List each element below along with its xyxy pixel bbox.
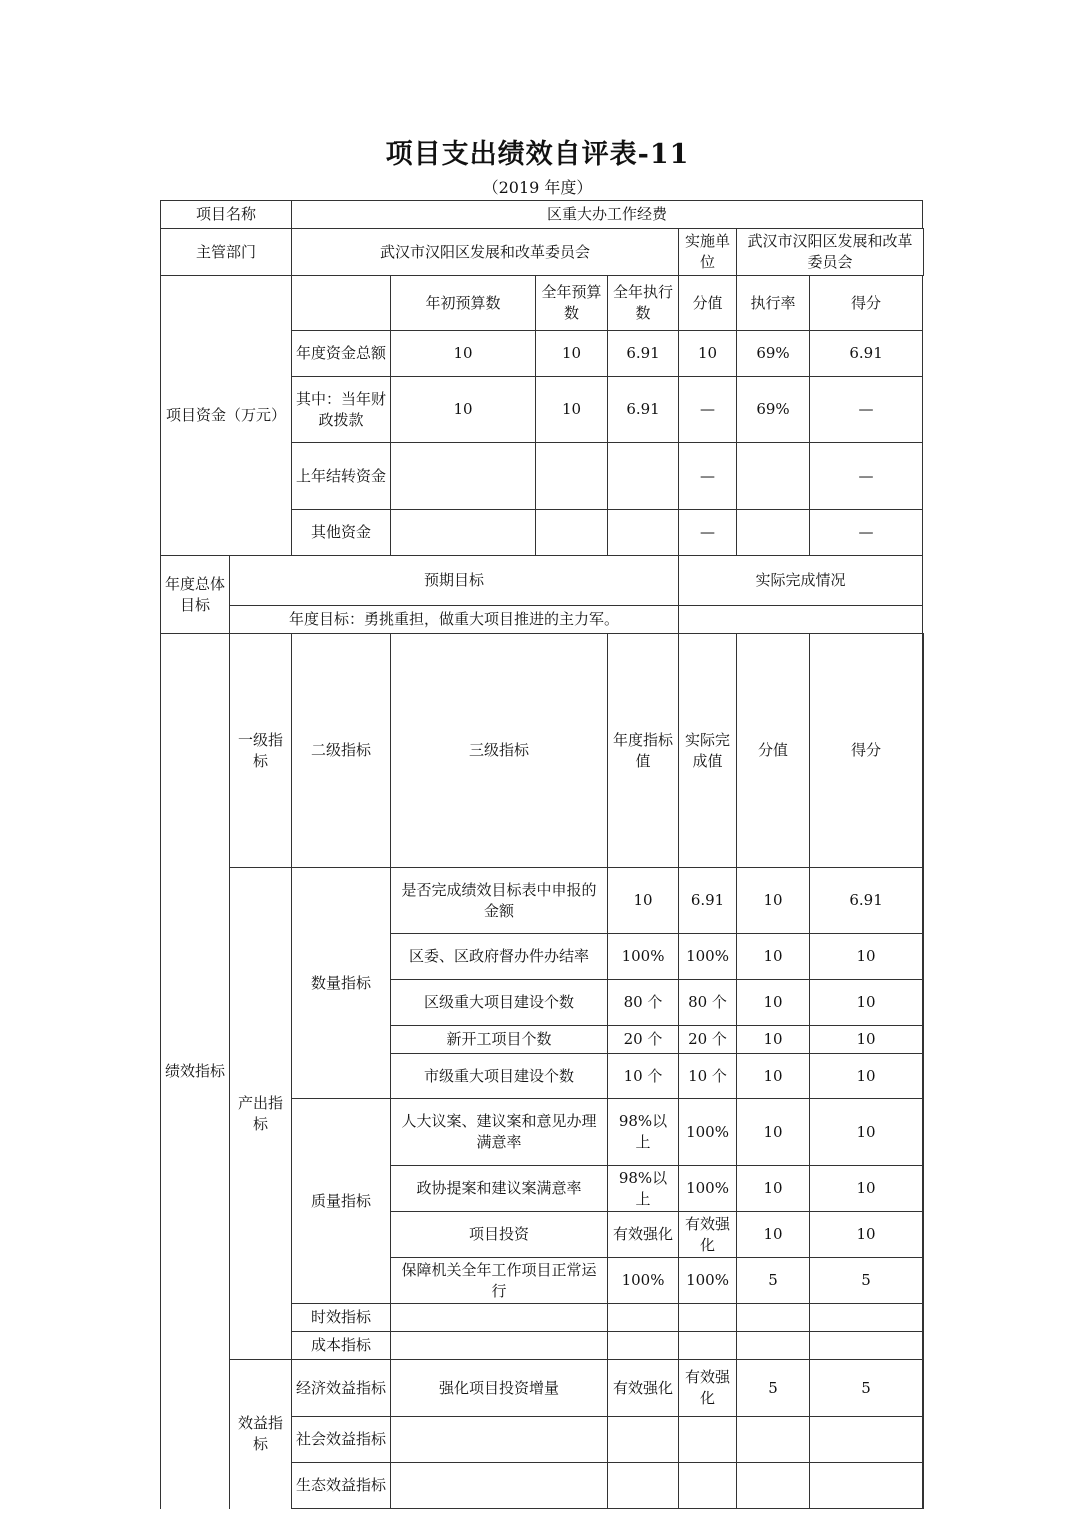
- funds-header: 全年执行数: [608, 276, 679, 331]
- funds-cell: 10: [536, 331, 608, 377]
- indicator-got: [810, 1463, 923, 1509]
- department-label: 主管部门: [161, 229, 292, 276]
- perf-header: 三级指标: [391, 634, 608, 868]
- indicator-got: 10: [810, 1054, 923, 1099]
- unit-value: 武汉市汉阳区发展和改革委员会: [737, 229, 924, 276]
- funds-row-label: 上年结转资金: [292, 443, 391, 510]
- indicator-note: [923, 1360, 924, 1417]
- indicator-score: 5: [737, 1360, 810, 1417]
- row-project-name: [161, 201, 924, 229]
- indicator-got: 5: [810, 1360, 923, 1417]
- indicator-actual: 100%: [679, 934, 737, 980]
- indicator-got: [810, 1332, 923, 1360]
- perf-header: 分值: [737, 634, 810, 868]
- funds-cell: 6.91: [608, 331, 679, 377]
- indicator-score: 10: [737, 868, 810, 934]
- funds-row-label: 年度资金总额: [292, 331, 391, 377]
- funds-cell: —: [679, 443, 737, 510]
- goals-expected-value: 年度目标：勇挑重担，做重大项目推进的主力军。: [230, 606, 679, 634]
- social-indicator-label: 社会效益指标: [292, 1417, 391, 1463]
- indicator-target: 98%以上: [608, 1099, 679, 1166]
- indicator-note: [923, 934, 924, 980]
- funds-cell: [536, 510, 608, 556]
- funds-header: 年初预算数: [391, 276, 536, 331]
- indicator-score: [737, 1417, 810, 1463]
- perf-header: 实际完成值: [679, 634, 737, 868]
- perf-header: 二级指标: [292, 634, 391, 868]
- indicator-actual: 6.91: [679, 868, 737, 934]
- quality-indicator-label: 质量指标: [292, 1099, 391, 1304]
- indicator-got: 10: [810, 1212, 923, 1258]
- indicator-target: 98%以上: [608, 1166, 679, 1212]
- indicator-note: [923, 1026, 924, 1054]
- indicator-name: 新开工项目个数: [391, 1026, 608, 1054]
- indicator-note: [923, 1332, 924, 1360]
- page-title: 项目支出绩效自评表-11: [385, 139, 690, 170]
- indicator-note: [923, 1054, 924, 1099]
- indicator-actual: [679, 1332, 737, 1360]
- indicator-name: [391, 1417, 608, 1463]
- funds-cell: —: [679, 510, 737, 556]
- indicator-target: 80 个: [608, 980, 679, 1026]
- indicator-target: 100%: [608, 1258, 679, 1304]
- indicator-actual: 有效强化: [679, 1212, 737, 1258]
- cost-indicator-label: 成本指标: [292, 1332, 391, 1360]
- funds-cell: 69%: [737, 377, 810, 443]
- indicator-score: 10: [737, 1026, 810, 1054]
- goals-actual-label: 实际完成情况: [679, 556, 923, 606]
- indicator-actual: 有效强化: [679, 1360, 737, 1417]
- indicator-name: [391, 1304, 608, 1332]
- indicator-actual: [679, 1304, 737, 1332]
- goals-value-row: [161, 606, 924, 634]
- perf-header: 得分: [810, 634, 923, 868]
- indicator-score: 5: [737, 1258, 810, 1304]
- funds-cell: 6.91: [608, 377, 679, 443]
- funds-cell: 10: [391, 377, 536, 443]
- timeliness-indicator-label: 时效指标: [292, 1304, 391, 1332]
- indicator-row: [161, 1360, 924, 1417]
- indicator-actual: 100%: [679, 1258, 737, 1304]
- eco-indicator-label: 生态效益指标: [292, 1463, 391, 1509]
- funds-cell: [536, 443, 608, 510]
- output-indicator-label: 产出指标: [230, 868, 292, 1360]
- indicator-got: 10: [810, 1166, 923, 1212]
- indicator-actual: 100%: [679, 1166, 737, 1212]
- funds-header: 得分: [810, 276, 923, 331]
- indicator-target: [608, 1304, 679, 1332]
- funds-cell: —: [679, 377, 737, 443]
- indicator-score: [737, 1463, 810, 1509]
- quantity-indicator-label: 数量指标: [292, 868, 391, 1099]
- funds-cell: [391, 443, 536, 510]
- indicator-got: 10: [810, 1026, 923, 1054]
- row-department: [161, 229, 924, 276]
- indicator-actual: 20 个: [679, 1026, 737, 1054]
- perf-label: 绩效指标: [161, 634, 230, 1509]
- indicator-score: 10: [737, 1054, 810, 1099]
- indicator-name: 市级重大项目建设个数: [391, 1054, 608, 1099]
- indicator-note: [923, 1166, 924, 1212]
- funds-cell: [608, 510, 679, 556]
- indicator-note: [923, 1304, 924, 1332]
- funds-header: 全年预算数: [536, 276, 608, 331]
- indicator-target: 100%: [608, 934, 679, 980]
- indicator-name: 区级重大项目建设个数: [391, 980, 608, 1026]
- goals-header-row: [161, 556, 924, 606]
- indicator-note: [923, 1212, 924, 1258]
- indicator-got: 10: [810, 1099, 923, 1166]
- department-value: 武汉市汉阳区发展和改革委员会: [292, 229, 679, 276]
- indicator-got: 6.91: [810, 868, 923, 934]
- funds-cell: —: [810, 510, 923, 556]
- funds-cell: 69%: [737, 331, 810, 377]
- indicator-note: [923, 1258, 924, 1304]
- perf-header: [923, 634, 924, 868]
- funds-cell: [608, 443, 679, 510]
- funds-cell: 10: [536, 377, 608, 443]
- goals-label: 年度总体目标: [161, 556, 230, 634]
- indicator-name: 是否完成绩效目标表中申报的金额: [391, 868, 608, 934]
- indicator-got: [810, 1417, 923, 1463]
- page-subtitle: （2019 年度）: [482, 178, 593, 197]
- perf-header: 一级指标: [230, 634, 292, 868]
- funds-cell: —: [810, 443, 923, 510]
- project-name-label: 项目名称: [161, 201, 292, 229]
- indicator-score: [737, 1332, 810, 1360]
- indicator-note: [923, 868, 924, 934]
- perf-header-row: [161, 634, 924, 868]
- funds-header: 执行率: [737, 276, 810, 331]
- indicator-name: 人大议案、建议案和意见办理满意率: [391, 1099, 608, 1166]
- funds-cell: [391, 510, 536, 556]
- indicator-score: 10: [737, 980, 810, 1026]
- indicator-actual: 100%: [679, 1099, 737, 1166]
- indicator-actual: [679, 1463, 737, 1509]
- funds-row-label: 其他资金: [292, 510, 391, 556]
- indicator-name: 政协提案和建议案满意率: [391, 1166, 608, 1212]
- indicator-actual: 10 个: [679, 1054, 737, 1099]
- funds-label: 项目资金（万元）: [161, 276, 292, 556]
- indicator-target: [608, 1463, 679, 1509]
- funds-cell: 10: [679, 331, 737, 377]
- indicator-name: 保障机关全年工作项目正常运行: [391, 1258, 608, 1304]
- performance-table: [160, 200, 924, 1509]
- indicator-score: 10: [737, 1166, 810, 1212]
- indicator-target: [608, 1332, 679, 1360]
- project-name-value: 区重大办工作经费: [292, 201, 923, 229]
- indicator-name: [391, 1332, 608, 1360]
- funds-header: 分值: [679, 276, 737, 331]
- economic-indicator-label: 经济效益指标: [292, 1360, 391, 1417]
- perf-header: 年度指标值: [608, 634, 679, 868]
- indicator-got: 10: [810, 980, 923, 1026]
- indicator-row: [161, 868, 924, 934]
- indicator-note: [923, 1463, 924, 1509]
- indicator-target: 20 个: [608, 1026, 679, 1054]
- indicator-note: [923, 1417, 924, 1463]
- funds-cell: [737, 443, 810, 510]
- funds-header-row: [161, 276, 924, 331]
- indicator-name: 项目投资: [391, 1212, 608, 1258]
- funds-header-blank: [292, 276, 391, 331]
- funds-cell: [737, 510, 810, 556]
- indicator-note: [923, 1099, 924, 1166]
- indicator-target: [608, 1417, 679, 1463]
- indicator-got: 5: [810, 1258, 923, 1304]
- indicator-actual: 80 个: [679, 980, 737, 1026]
- indicator-target: 有效强化: [608, 1360, 679, 1417]
- benefit-indicator-label: 效益指标: [230, 1360, 292, 1509]
- goals-expected-label: 预期目标: [230, 556, 679, 606]
- indicator-note: [923, 980, 924, 1026]
- indicator-target: 10: [608, 868, 679, 934]
- indicator-actual: [679, 1417, 737, 1463]
- unit-label: 实施单位: [679, 229, 737, 276]
- indicator-got: [810, 1304, 923, 1332]
- indicator-name: [391, 1463, 608, 1509]
- funds-cell: 10: [391, 331, 536, 377]
- funds-row-label: 其中：当年财政拨款: [292, 377, 391, 443]
- indicator-score: 10: [737, 1212, 810, 1258]
- funds-cell: 6.91: [810, 331, 923, 377]
- indicator-name: 强化项目投资增量: [391, 1360, 608, 1417]
- indicator-score: [737, 1304, 810, 1332]
- indicator-name: 区委、区政府督办件办结率: [391, 934, 608, 980]
- indicator-score: 10: [737, 1099, 810, 1166]
- indicator-target: 有效强化: [608, 1212, 679, 1258]
- indicator-target: 10 个: [608, 1054, 679, 1099]
- goals-actual-value: [679, 606, 923, 634]
- indicator-got: 10: [810, 934, 923, 980]
- funds-cell: —: [810, 377, 923, 443]
- indicator-score: 10: [737, 934, 810, 980]
